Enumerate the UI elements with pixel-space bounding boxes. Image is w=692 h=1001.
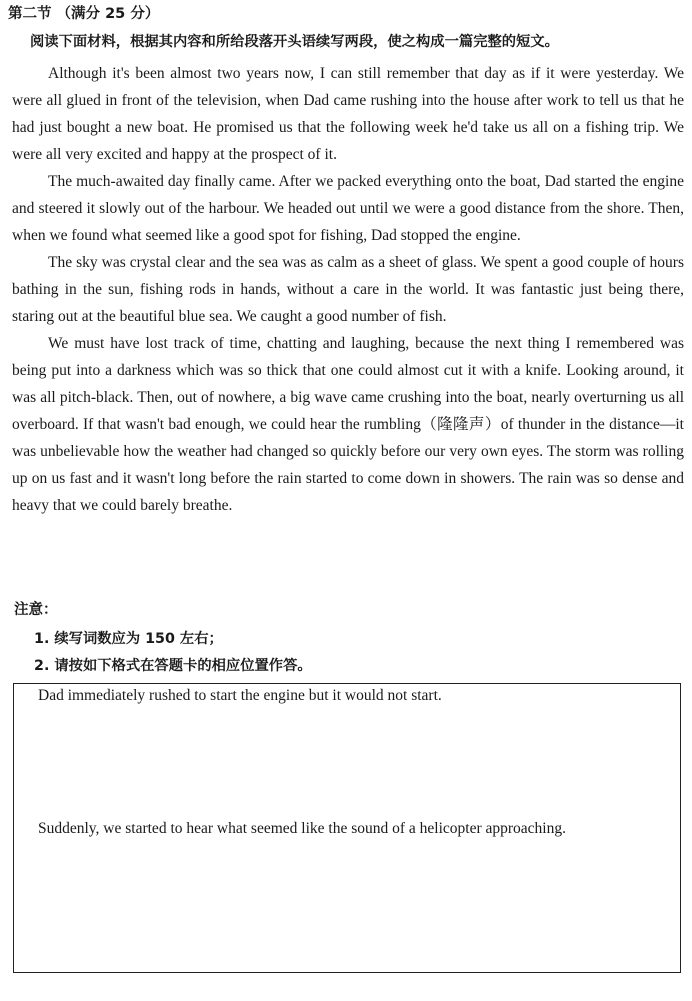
task-instruction: 阅读下面材料，根据其内容和所给段落开头语续写两段，使之构成一篇完整的短文。 (30, 34, 559, 50)
section-title: 第二节 （满分 25 分） (8, 6, 160, 22)
paragraph-opening-2: Suddenly, we started to hear what seemed like the sound of a helicopter approaching. (38, 820, 566, 837)
paragraph-opening-1: Dad immediately rushed to start the engine but it would not start. (38, 687, 442, 704)
passage-paragraph-4: We must have lost track of time, chatting and laughing, because the next thing I remembered was being put into a darkness which was so thick that one could almost cut it with a knife. Looking around, it was all pitch-black. Then, out of nowhere, a big wave came crushing into the boat, nearly overturning us all overboard. If that wasn't bad enough, we could hear the rumbling（隆隆声）of thunder in the distance—it was unbelievable how the weather had changed so quickly before our very own eyes. The storm was rolling up on us fast and it wasn't long before the rain started to come down in showers. The rain was so dense and heavy that we could barely breathe. (12, 335, 684, 514)
passage-paragraph-1: Although it's been almost two years now, I can still remember that day as if it were yesterday. We were all glued in front of the television, when Dad came rushing into the house after work to tell us that he had just bought a new boat. He promised us that the following week he'd take us all on a fishing trip. We were all very excited and happy at the prospect of it. (12, 65, 684, 163)
reading-passage (12, 60, 684, 519)
note-item-answer-format: 2. 请按如下格式在答题卡的相应位置作答。 (34, 658, 312, 674)
passage-paragraph-3: The sky was crystal clear and the sea was as calm as a sheet of glass. We spent a good couple of hours bathing in the sun, fishing rods in hands, without a care in the world. It was fantastic just being there, staring out at the beautiful blue sea. We caught a good number of fish. (12, 254, 684, 325)
notes-label: 注意： (14, 602, 58, 618)
passage-paragraph-2: The much-awaited day finally came. After we packed everything onto the boat, Dad started the engine and steered it slowly out of the harbour. We headed out until we were a good distance from the shore. Then, when we found what seemed like a good spot for fishing, Dad stopped the engine. (12, 173, 684, 244)
note-item-word-count: 1. 续写词数应为 150 左右； (34, 631, 223, 647)
